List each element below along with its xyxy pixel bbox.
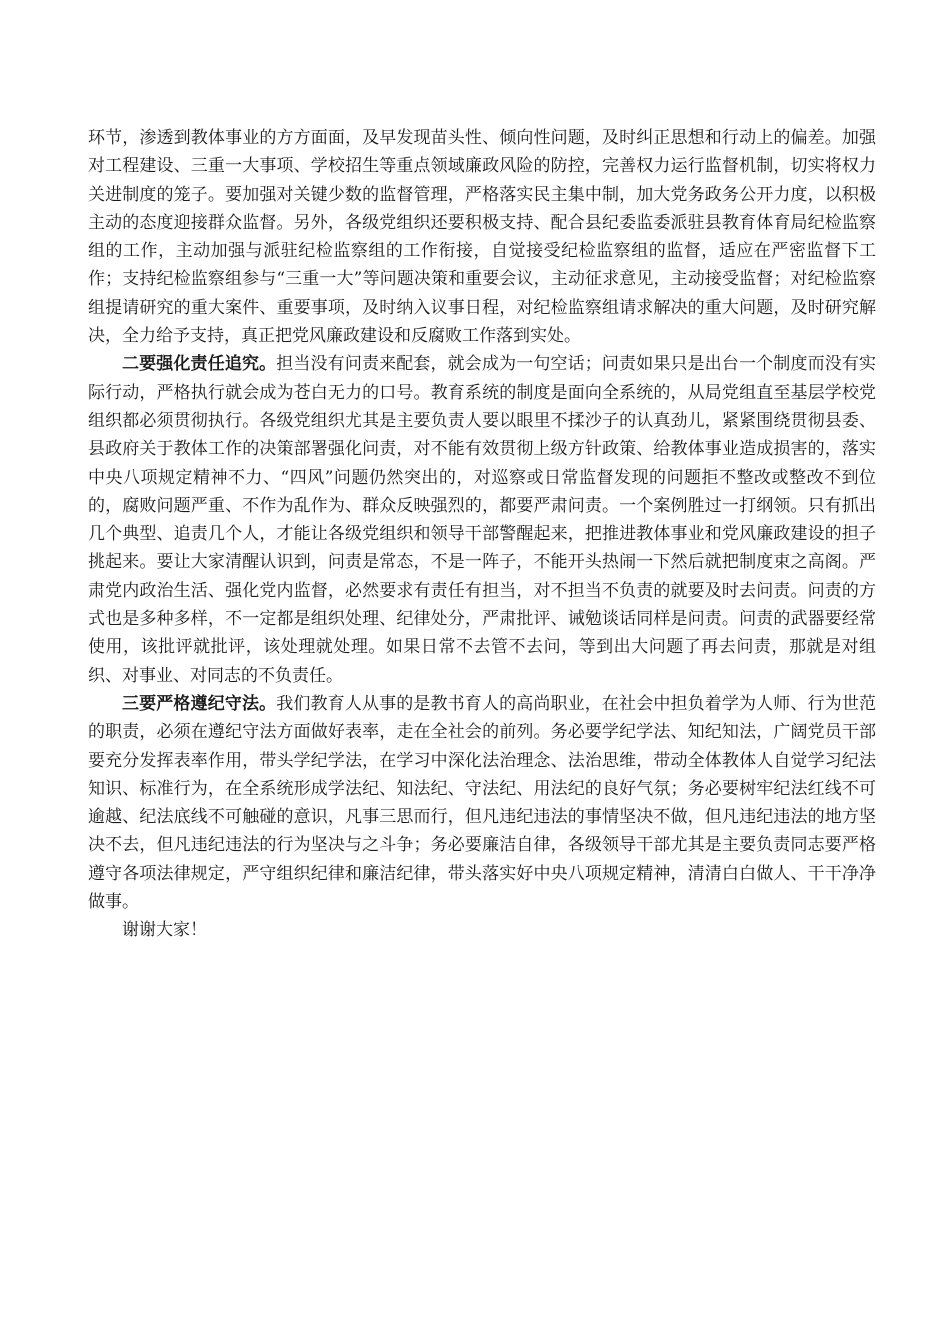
paragraph-body: 谢谢大家！ <box>122 920 207 941</box>
paragraph-body: 担当没有问责来配套，就会成为一句空话；问责如果只是出台一个制度而没有实际行动，严格执行就会成为苍白无力的口号。教育系统的制度是面向全系统的，从局党组直至基层学校党组织都必须贯彻执行。各级党组织尤其是主要负责人要以眼里不揉沙子的认真劲儿，紧紧围绕贯彻县委、县政府关于教体工作的决策部署强化问责，对不能有效贯彻上级方针政策、给教体事业造成损害的，落实中央八项规定精神不力、“四风”问题仍然突出的，对巡察或日常监督发现的问题拒不整改或整改不到位的，腐败问题严重、不作为乱作为、群众反映强烈的，都要严肃问责。一个案例胜过一打纲领。只有抓出几个典型、追责几个人，才能让各级党组织和领导干部警醒起来，把推进教体事业和党风廉政建设的担子挑起来。要让大家清醒认识到，问责是常态，不是一阵子，不能开头热闹一下然后就把制度束之高阁。严肃党内政治生活、强化党内监督，必然要求有责任有担当，对不担当不负责的就要及时去问责。问责的方式也是多种多样，不一定都是组织处理、纪律处分，严肃批评、诫勉谈话同样是问责。问责的武器要经常使用，该批评就批评，该处理就处理。如果日常不去管不去问，等到出大问题了再去问责，那就是对组织、对事业、对同志的不负责任。 <box>88 354 877 686</box>
paragraph-accountability <box>88 350 876 690</box>
document-page <box>88 124 876 945</box>
section-heading: 二要强化责任追究。 <box>122 354 277 375</box>
closing-remark <box>88 916 876 944</box>
section-heading: 三要严格遵纪守法。 <box>122 693 277 714</box>
paragraph-discipline <box>88 690 876 916</box>
paragraph-continuation <box>88 124 876 350</box>
paragraph-body: 我们教育人从事的是教书育人的高尚职业，在社会中担负着学为人师、行为世范的职责，必须在遵纪守法方面做好表率，走在全社会的前列。务必要学纪学法、知纪知法，广阔党员干部要充分发挥表率作用，带头学纪学法，在学习中深化法治理念、法治思维，带动全体教体人自觉学习纪法知识、标准行为，在全系统形成学法纪、知法纪、守法纪、用法纪的良好气氛；务必要树牢纪法红线不可逾越、纪法底线不可触碰的意识，凡事三思而行，但凡违纪违法的事情坚决不做，但凡违纪违法的地方坚决不去，但凡违纪违法的行为坚决与之斗争；务必要廉洁自律，各级领导干部尤其是主要负责同志要严格遵守各项法律规定，严守组织纪律和廉洁纪律，带头落实好中央八项规定精神，清清白白做人、干干净净做事。 <box>88 693 877 913</box>
paragraph-body: 环节，渗透到教体事业的方方面面，及早发现苗头性、倾向性问题，及时纠正思想和行动上的偏差。加强对工程建设、三重一大事项、学校招生等重点领域廉政风险的防控，完善权力运行监督机制，切实将权力关进制度的笼子。要加强对关键少数的监督管理，严格落实民主集中制，加大党务政务公开力度，以积极主动的态度迎接群众监督。另外，各级党组织还要积极支持、配合县纪委监委派驻县教育体育局纪检监察组的工作，主动加强与派驻纪检监察组的工作衔接，自觉接受纪检监察组的监督，适应在严密监督下工作；支持纪检监察组参与“三重一大”等问题决策和重要会议，主动征求意见，主动接受监督；对纪检监察组提请研究的重大案件、重要事项，及时纳入议事日程，对纪检监察组请求解决的重大问题，及时研究解决，全力给予支持，真正把党风廉政建设和反腐败工作落到实处。 <box>88 128 876 347</box>
